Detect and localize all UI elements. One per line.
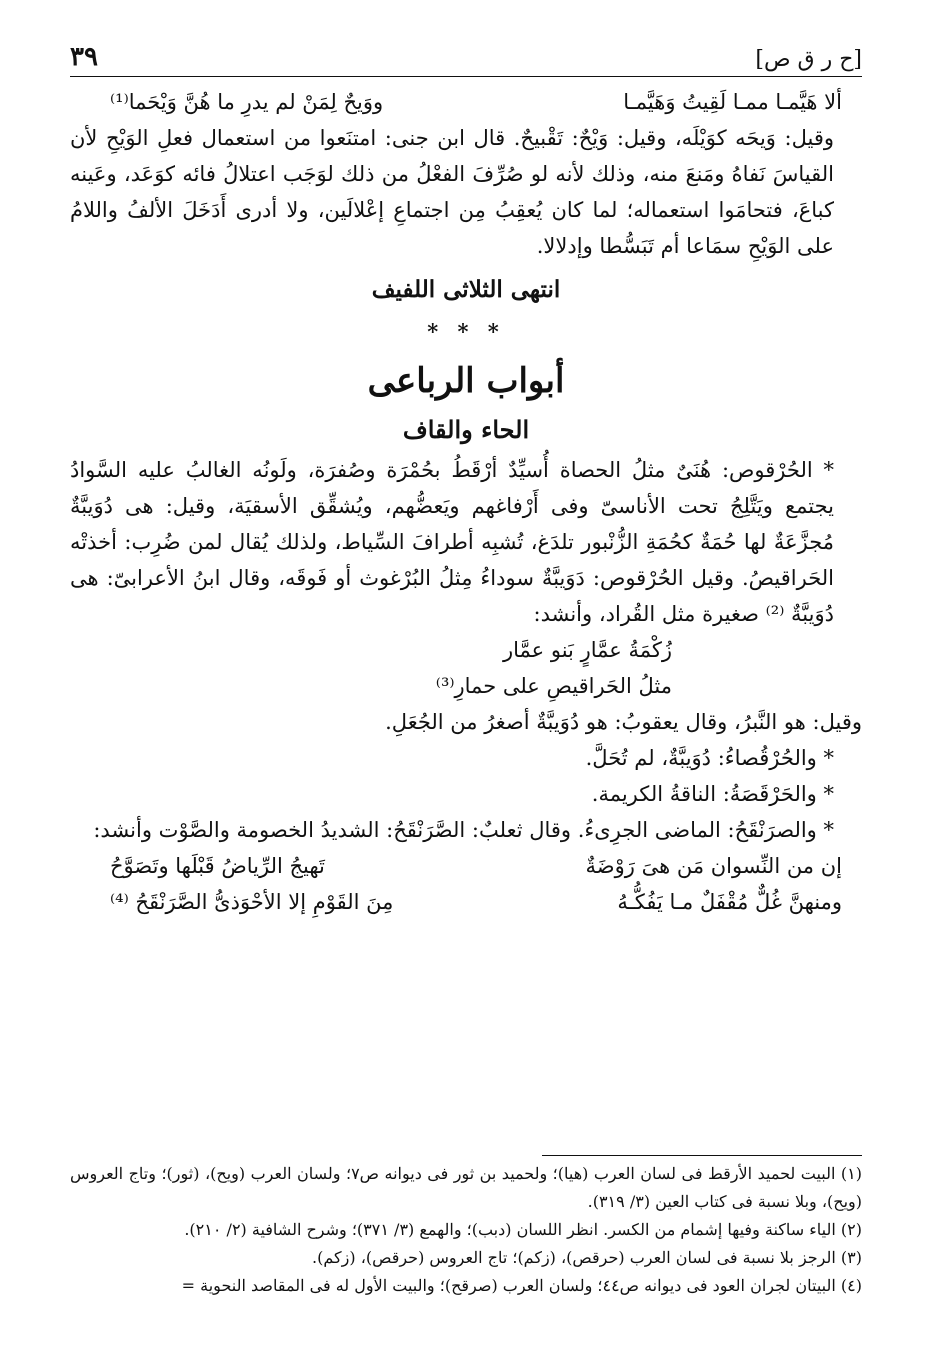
footnote-4: (٤) البيتان لجران العود فى ديوانه ص٤٤؛ ولسان العرب (صرقح)؛ والبيت الأول له فى المقاصد النحوية = (181, 1276, 862, 1295)
verse-3-l1-right: إن من النِّسوان مَن هىَ رَوْضَةٌ (585, 854, 842, 878)
paragraph-4: * والحُرْقُصاءُ: دُوَيبَّةٌ، لم تُحَلَّ. (585, 746, 834, 770)
page-header (70, 36, 862, 77)
verse-1-right: ألا هَيَّمـا ممـا لَقِيتُ وَهَيَّمـا (623, 90, 842, 114)
verse-2-line-1: زُكْمَةُ عمَّارٍ بَنو عمَّار (502, 638, 672, 662)
paragraph-5: * والحَرْقَصَةُ: الناقةُ الكريمة. (591, 782, 834, 806)
page-number: ٣٩ (70, 42, 98, 72)
running-head: [ح ر ق ص] (755, 47, 862, 72)
paragraph-2: * الحُرْقوص: هُنَىٌ مثلُ الحصاة أُسيِّدٌ أرْقَطُ بحُمْرَة وصُفرَة، ولَونُه الغالبُ عليه السَّوادُ يجتمع ويَتَّلِجُ تحت الأناسىّ وفى أَرْفاغهم ويَعضُّهم، ويُشقِّق الأسقيَة، وقيل: هى دُوَيبَّةٌ مُجزَّعَةٌ لها حُمَةٌ كحُمَةِ الزُّنْبور تلدَغ، تُشبِه أطرافَ السِّياط، ولذلك يُقال لمن ضُرِب: أخذتْه الحَراقيصُ. وقيل الحُرْقوص: دَوَيبَّةٌ سوداءُ مِثلُ البُرْغوث أو فَوقَه، وقال ابنُ الأعرابىّ: هى دُوَيبَّةٌ ⁽²⁾ صغيرة مثل القُراد، وأنشد: (70, 458, 834, 626)
paragraph-3: وقيل: هو النَّبرُ، وقال يعقوبُ: هو دُوَيبَّةٌ أصغرُ من الجُعَلِ. (385, 710, 862, 734)
footnote-2: (٢) الياء ساكنة وفيها إشمام من الكسر. انظر اللسان (دبب)؛ والهمع (٣/ ٣٧١)؛ وشرح الشافية (٢/ ٢١٠). (184, 1220, 862, 1239)
verse-3-line-2 (70, 884, 862, 920)
footnote-rule (542, 1155, 862, 1156)
chapter-heading: أبواب الرباعى (367, 361, 565, 401)
main-text (70, 84, 862, 920)
verse-1 (70, 84, 862, 120)
verse-3-l2-left: مِنَ القَوْمِ إلا الأحْوَذىُّ الصَّرَنْقَحُ ⁽⁴⁾ (110, 890, 394, 914)
footnote-1: (١) البيت لحميد الأرقط فى لسان العرب (هيا)؛ ولحميد بن ثور فى ديوانه ص٧؛ ولسان العرب (ويح)، (ثور)؛ وتاج العروس (ويح)، وبلا نسبة فى كتاب العين (٣/ ٣١٩). (70, 1164, 863, 1211)
verse-1-left: ووَيحٌ لِمَنْ لم يدرِ ما هُنَّ وَيْحَما⁽¹⁾ (110, 90, 384, 114)
paragraph-6: * والصرَنْقَحُ: الماضى الجرِىءُ. وقال ثعلبٌ: الصَّرَنْقَحُ: الشديدُ الخصومة والصَّوْت وأنشد: (93, 818, 834, 842)
separator-stars: * * * (427, 319, 505, 344)
verse-3-line-1 (70, 848, 862, 884)
section-end-heading: انتهى الثلاثى اللفيف (371, 276, 561, 303)
footnotes (70, 1160, 862, 1300)
footnote-3: (٣) الرجز بلا نسبة فى لسان العرب (حرقص)، (زكم)؛ تاج العروس (حرقص)، (زكم). (312, 1248, 862, 1267)
verse-3-l2-right: ومنهنَّ غُلٌّ مُقْفَلٌ مـا يَفُكُّـهُ (617, 890, 842, 914)
paragraph-1: وقيل: وَيحَه كوَيْلَه، وقيل: وَيْحٌ: تَقْبيحٌ. قال ابن جنى: امتنَعوا من استعمال فعلِ الوَيْحِ لأن القياسَ نَفاهُ ومَنعَ منه، وذلك لأنه لو صُرِّفَ الفعْلُ من ذلك لوَجَب اعتلالُ فائه كوَعَد، وعَينه كباعَ، فتحامَوا استعماله؛ لما كان يُعقِبُ مِن اجتماعِ إعْلالَين، ولا أدرى أَدَخَلَ الألفُ واللامُ على الوَيْحِ سمَاعا أم تَبَسُّطا وإدلالا. (70, 126, 834, 258)
verse-2-line-2: مثلُ الحَراقيصِ على حمارِ⁽³⁾ (435, 674, 672, 698)
section-heading: الحاء والقاف (402, 415, 530, 444)
verse-3-l1-left: تَهيجُ الرِّياضُ قَبْلَها وتَصَوَّحُ (110, 854, 325, 878)
